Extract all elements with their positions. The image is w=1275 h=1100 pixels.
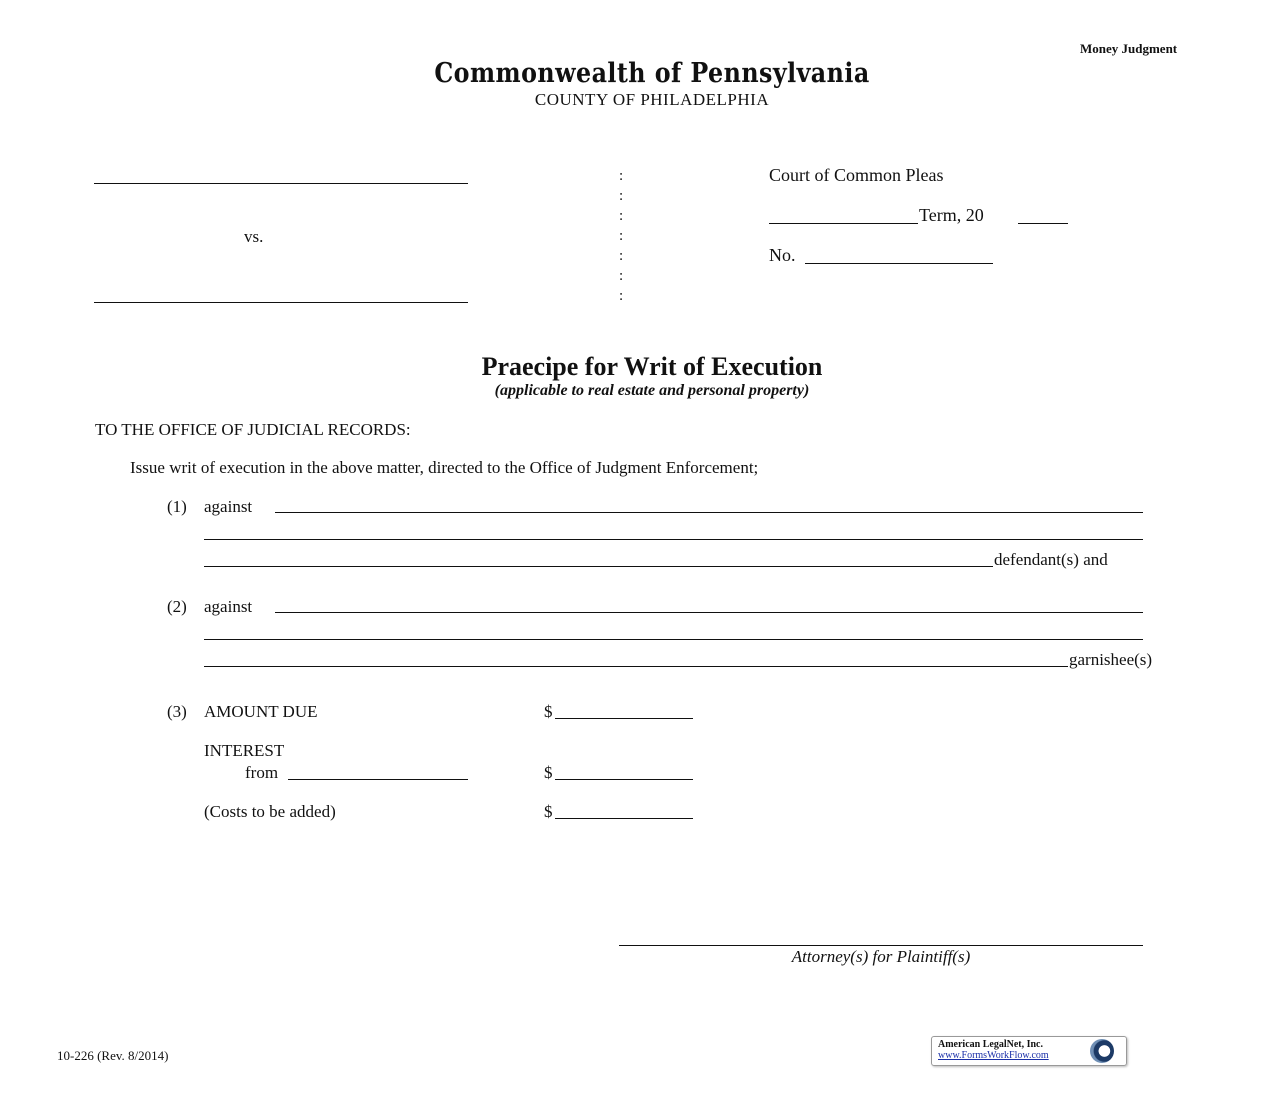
colon: : [619, 248, 624, 264]
garnishee-suffix: garnishee(s) [1069, 650, 1153, 669]
item2-number: (2) [167, 597, 187, 616]
item2-label: against [204, 597, 253, 616]
colon: : [619, 288, 624, 304]
colon: : [619, 188, 624, 204]
item1-number: (1) [167, 497, 187, 516]
defendant-name-field-1[interactable] [275, 512, 1143, 513]
vs-label: vs. [244, 227, 264, 246]
interest-from-label: from [245, 763, 279, 782]
caption-colons [619, 166, 623, 306]
dollar-sign: $ [544, 802, 553, 821]
american-legalnet-logo[interactable] [931, 1036, 1127, 1066]
colon: : [619, 168, 624, 184]
defendant-name-field-3[interactable] [204, 566, 993, 567]
garnishee-name-field-1[interactable] [275, 612, 1143, 613]
costs-label: (Costs to be added) [204, 802, 336, 821]
attorney-signature-label: Attorney(s) for Plaintiff(s) [791, 947, 971, 966]
addressee: TO THE OFFICE OF JUDICIAL RECORDS: [95, 420, 411, 439]
interest-from-date-field[interactable] [288, 779, 468, 780]
attorney-signature-field[interactable] [619, 945, 1143, 946]
number-field[interactable] [805, 263, 993, 264]
colon: : [619, 268, 624, 284]
court-name: Court of Common Pleas [769, 165, 944, 185]
costs-field[interactable] [555, 818, 693, 819]
term-year-field[interactable] [1018, 223, 1068, 224]
county-heading: COUNTY OF PHILADELPHIA [534, 90, 770, 109]
plaintiff-field[interactable] [94, 183, 468, 184]
item3-number: (3) [167, 702, 187, 721]
dollar-sign: $ [544, 702, 553, 721]
item1-label: against [204, 497, 253, 516]
form-number: 10-226 (Rev. 8/2014) [57, 1048, 169, 1063]
amount-due-field[interactable] [555, 718, 693, 719]
number-label: No. [769, 245, 796, 265]
amount-due-label: AMOUNT DUE [204, 702, 318, 721]
garnishee-name-field-3[interactable] [204, 666, 1068, 667]
globe-icon [1090, 1039, 1114, 1063]
defendant-name-field-2[interactable] [204, 539, 1143, 540]
colon: : [619, 208, 624, 224]
document-title: Praecipe for Writ of Execution [481, 352, 823, 381]
term-label: Term, 20 [919, 205, 984, 225]
state-heading: Commonwealth of Pennsylvania [434, 58, 870, 89]
interest-label: INTEREST [204, 741, 285, 760]
form-type-label: Money Judgment [1080, 41, 1178, 56]
document-subtitle: (applicable to real estate and personal property) [494, 382, 810, 399]
logo-url[interactable]: www.FormsWorkFlow.com [938, 1050, 1049, 1061]
instruction-text: Issue writ of execution in the above matter, directed to the Office of Judgment Enforcement; [130, 458, 759, 477]
logo-company: American LegalNet, Inc. [938, 1039, 1043, 1050]
dollar-sign: $ [544, 763, 553, 782]
interest-amount-field[interactable] [555, 779, 693, 780]
defendant-suffix: defendant(s) and [994, 550, 1108, 569]
term-field[interactable] [769, 223, 918, 224]
garnishee-name-field-2[interactable] [204, 639, 1143, 640]
colon: : [619, 228, 624, 244]
defendant-field[interactable] [94, 302, 468, 303]
